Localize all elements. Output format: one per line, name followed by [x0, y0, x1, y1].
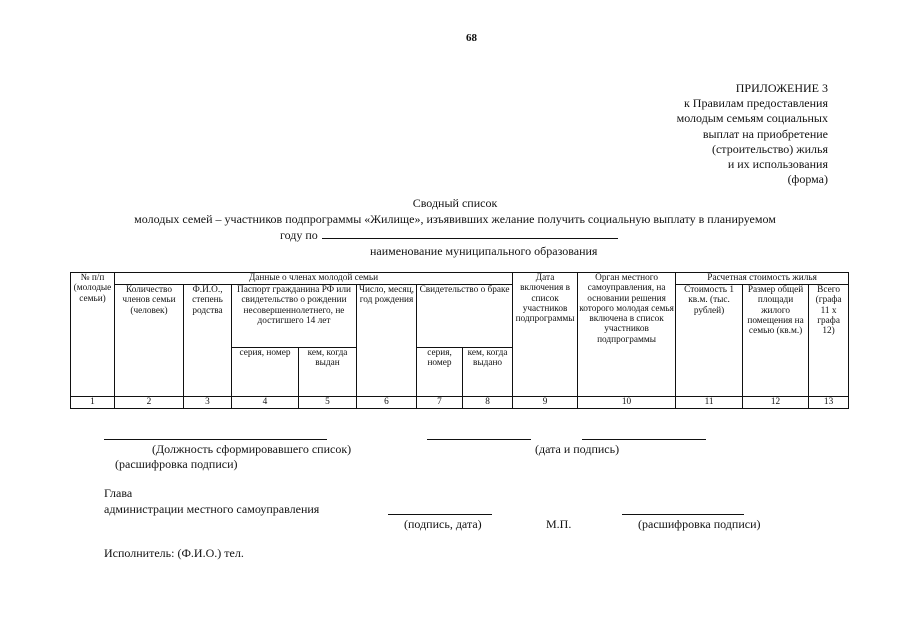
header-members-group: Данные о членах молодой семьи	[115, 273, 513, 285]
column-number: 5	[299, 397, 357, 409]
column-number: 7	[417, 397, 463, 409]
column-number: 6	[357, 397, 417, 409]
header-passport-issued: кем, когда выдан	[299, 348, 357, 397]
document-subtitle: молодых семей – участников подпрограммы «Жилище», изъявивших желание получить социальную выплату в планируемом	[134, 212, 776, 226]
head-title: Глава	[104, 486, 133, 500]
municipality-label: наименование муниципального образования	[370, 244, 598, 258]
header-number-sub: (молодые семьи)	[73, 283, 112, 304]
signature-line	[582, 439, 706, 440]
column-number: 4	[232, 397, 299, 409]
column-number-row	[71, 397, 849, 409]
table-header-row	[71, 285, 849, 348]
appendix-line: и их использования	[727, 157, 828, 172]
column-number: 1	[71, 397, 115, 409]
header-marriage-cert: Свидетельство о браке	[417, 285, 513, 348]
compiler-position-label: (Должность сформировавшего список)	[152, 442, 352, 456]
header-inclusion-date: Дата включения в список участников подпрограммы	[513, 273, 578, 397]
document-title: Сводный список	[412, 196, 498, 210]
appendix-form-label: (форма)	[787, 172, 828, 187]
header-cell	[71, 273, 115, 397]
header-authority: Орган местного самоуправления, на основании решения которого молодая семья включена в список участников подпрограммы	[578, 273, 676, 397]
header-cost-per-sqm: Стоимость 1 кв.м. (тыс. рублей)	[676, 285, 743, 397]
stamp-label: М.П.	[546, 517, 572, 531]
date-signature-label: (дата и подпись)	[535, 442, 620, 456]
appendix-line: молодым семьям социальных	[676, 111, 828, 126]
column-number: 10	[578, 397, 676, 409]
header-birth-date: Число, месяц, год рождения	[357, 285, 417, 397]
column-number: 3	[184, 397, 232, 409]
signature-line	[427, 439, 531, 440]
municipality-blank-line	[322, 228, 618, 239]
header-total-area: Размер общей площади жилого помещения на семью (кв.м.)	[743, 285, 809, 397]
head-sign-date-label: (подпись, дата)	[404, 517, 482, 531]
signature-line	[104, 439, 327, 440]
column-number: 9	[513, 397, 578, 409]
page-number: 68	[466, 32, 477, 44]
executor-label: Исполнитель: (Ф.И.О.) тел.	[104, 546, 244, 560]
column-number: 13	[809, 397, 849, 409]
column-number: 11	[676, 397, 743, 409]
header-cost-group: Расчетная стоимость жилья	[676, 273, 849, 285]
head-decode-label: (расшифровка подписи)	[638, 517, 761, 531]
appendix-line: (строительство) жилья	[711, 141, 828, 156]
column-number: 2	[115, 397, 184, 409]
header-total: Всего (графа 11 х графа 12)	[809, 285, 849, 397]
header-passport-series: серия, номер	[232, 348, 299, 397]
table-header-row	[71, 273, 849, 285]
family-list-table	[70, 272, 849, 409]
header-passport: Паспорт гражданина РФ или свидетельство о рождении несовершеннолетнего, не достигшего 14 лет	[232, 285, 357, 348]
year-line	[280, 228, 618, 243]
signature-line	[388, 514, 492, 515]
appendix-header	[600, 81, 828, 187]
compiler-decode-label: (расшифровка подписи)	[115, 457, 238, 471]
column-number: 12	[743, 397, 809, 409]
appendix-title: ПРИЛОЖЕНИЕ 3	[735, 81, 828, 95]
header-marriage-issued: кем, когда выдано	[463, 348, 513, 397]
column-number: 8	[463, 397, 513, 409]
appendix-line: к Правилам предоставления	[683, 96, 828, 111]
header-member-count: Количество членов семьи (человек)	[115, 285, 184, 397]
header-fio: Ф.И.О., степень родства	[184, 285, 232, 397]
header-marriage-series: серия, номер	[417, 348, 463, 397]
appendix-line: выплат на приобретение	[702, 126, 828, 141]
year-prefix: году по	[280, 228, 318, 242]
head-organization: администрации местного самоуправления	[104, 502, 320, 516]
signature-line	[622, 514, 744, 515]
header-number: № п/п	[80, 273, 105, 283]
